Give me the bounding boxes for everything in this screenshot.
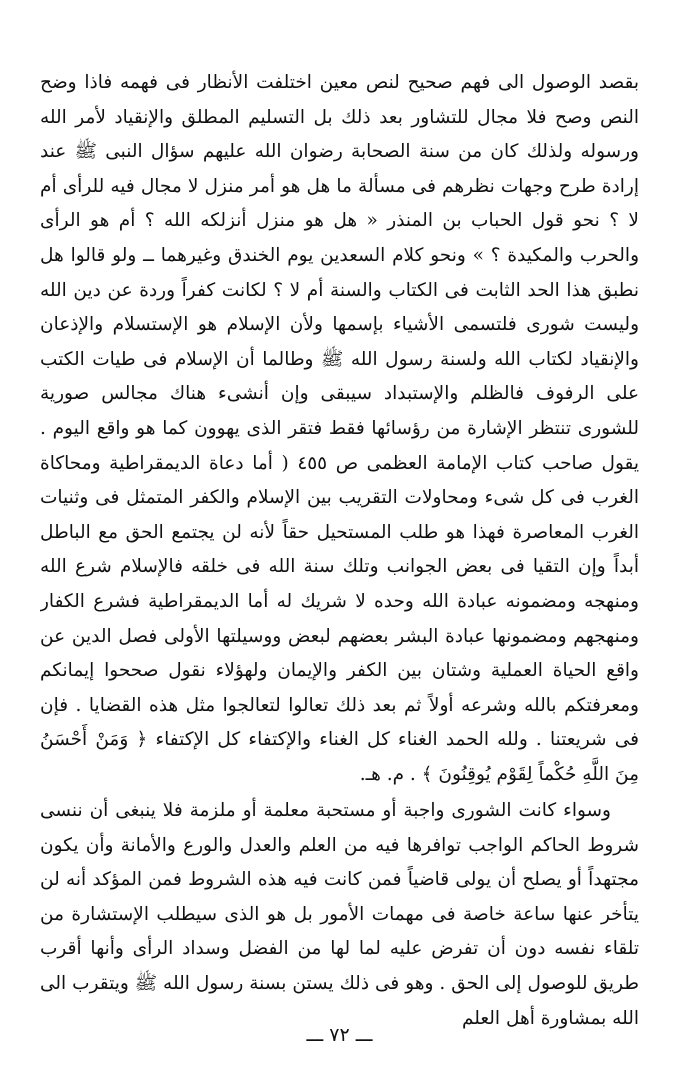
page-number: ـــ ٧٢ ـــ <box>306 1024 373 1046</box>
body-paragraph-1: بقصد الوصول الى فهم صحيح لنص معين اختلفت الأنظار فى فهمه فاذا وضح النص وصح فلا مجال للتشاور بعد ذلك بل التسليم المطلق والإنقياد لأمر الله ورسوله ولذلك كان من سنة الصحابة رضوان الله عليهم سؤال النبى ﷺ عند إرادة طرح وجهات نظرهم فى مسألة ما هل هو أمر منزل لا مجال فيه للرأى أم لا ؟ نحو قول الحباب بن المنذر « هل هو منزل أنزلكه الله ؟ أم هو الرأى والحرب والمكيدة ؟ » ونحو كلام السعدين يوم الخندق وغيرهما ــ ولو قالوا هل نطبق هذا الحد الثابت فى الكتاب والسنة أم لا ؟ لكانت كفراً وردة عن دين الله وليست شورى فلتسمى الأشياء بإسمها ولأن الإسلام هو الإستسلام والإذعان والإنقياد لكتاب الله ولسنة رسول الله ﷺ وطالما أن الإسلام فى طيات الكتب على الرفوف فالظلم والإستبداد سيبقى وإن أنشىء هناك مجالس صورية للشورى تنتظر الإشارة من رؤسائها فقط فتقر الذى يهوون كما هو واقع اليوم . يقول صاحب كتاب الإمامة العظمى ص ٤٥٥ ( أما دعاة الديمقراطية ومحاكاة الغرب فى كل شىء ومحاولات التقريب بين الإسلام والكفر المتمثل فى وثنيات الغرب المعاصرة فهذا هو طلب المستحيل حقاً لأنه لن يجتمع الحق مع الباطل أبداً وإن التقيا فى بعض الجوانب وتلك سنة الله فى خلقه فالإسلام شرع الله ومنهجه ومضمونه عبادة الله وحده لا شريك له أما الديمقراطية فشرع الكفار ومنهجهم ومضمونها عبادة البشر بعضهم لبعض ووسيلتها الأولى فصل الدين عن واقع الحياة العملية وشتان بين الكفر والإيمان ولهؤلاء نقول صححوا إيمانكم ومعرفتكم بالله وشرعه أولاً ثم بعد ذلك تعالوا لتعالجوا مثل هذه القضايا . فإن فى شريعتنا . ولله الحمد الغناء كل الغناء والإكتفاء كل الإكتفاء ﴿ وَمَنْ أَحْسَنُ مِنَ اللَّهِ حُكْماً لِقَوْمٍ يُوقِنُونَ ﴾ . م. هـ. <box>40 72 639 785</box>
body-paragraph-2: وسواء كانت الشورى واجبة أو مستحبة معلمة أو ملزمة فلا ينبغى أن ننسى شروط الحاكم الواجب توافرها فيه من العلم والعدل والورع والأمانة وأن يكون مجتهداً أو يصلح أن يولى قاضياً فمن كانت فيه هذه الشروط فمن المؤكد أنه لن يتأخر عنها ساعة خاصة فى مهمات الأمور بل هو الذى سيطلب الإستشارة من تلقاء نفسه دون أن تفرض عليه لما لها من الفضل وسداد الرأى وأنها أقرب طريق للوصول إلى الحق . وهو فى ذلك يستن بسنة رسول الله ﷺ ويتقرب الى الله بمشاورة أهل العلم <box>40 800 639 1029</box>
